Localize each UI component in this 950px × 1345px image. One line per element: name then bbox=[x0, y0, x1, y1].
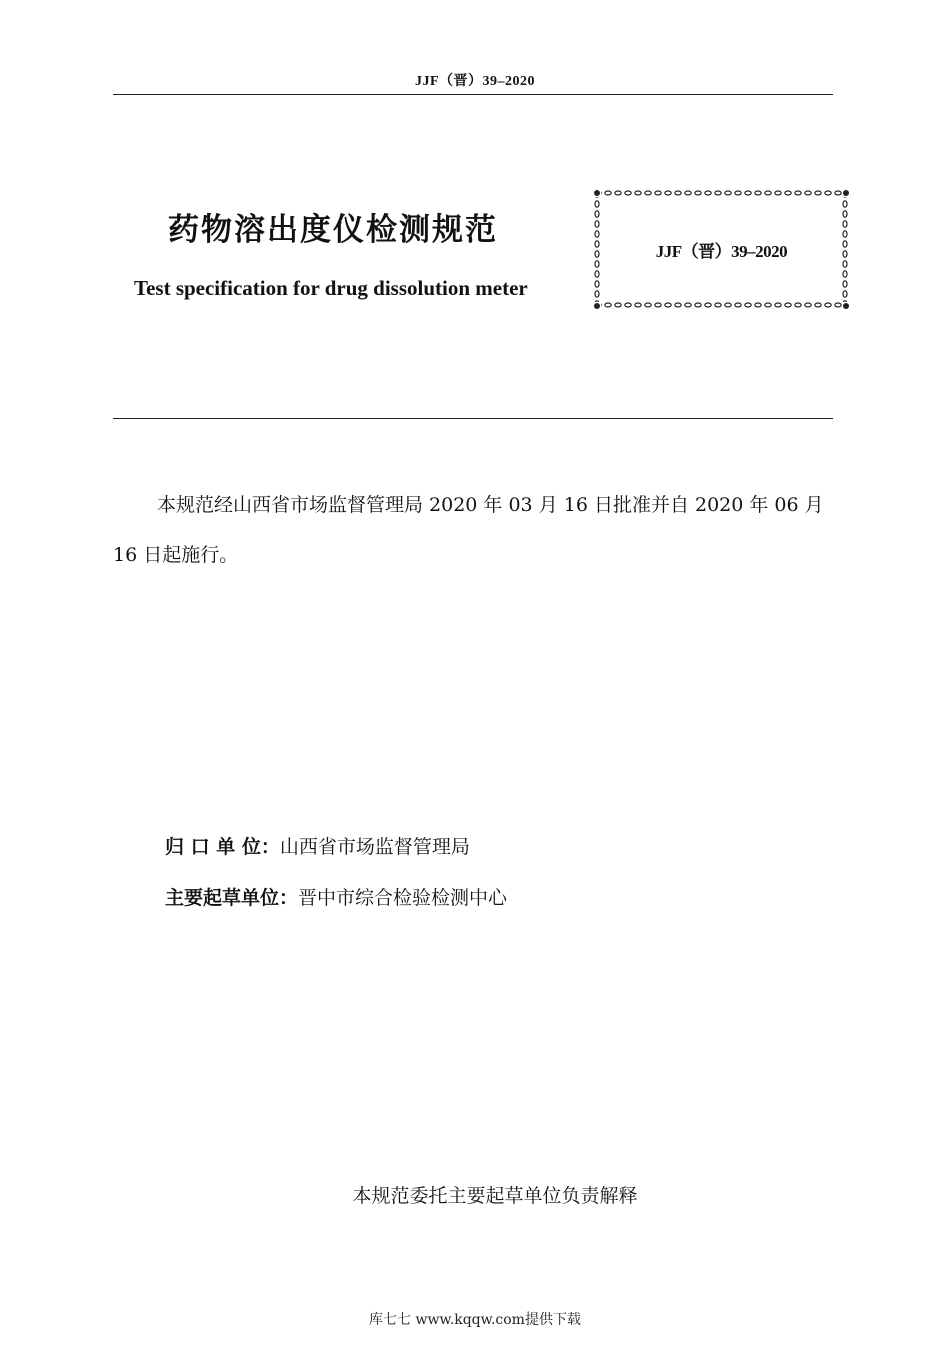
code-box-label: JJF（晋）39–2020 bbox=[655, 242, 788, 261]
download-footer: 库七七 www.kqqw.com提供下载 bbox=[369, 1312, 581, 1328]
interpretation-note: 本规范委托主要起草单位负责解释 bbox=[352, 1185, 638, 1207]
drafter-label: 主要起草单位： bbox=[165, 887, 299, 909]
authority-label: 归 口 单 位： bbox=[165, 836, 280, 858]
header-standard-code: JJF（晋）39–2020 bbox=[414, 74, 536, 89]
standard-code-box bbox=[593, 189, 850, 310]
authority-row bbox=[165, 832, 470, 859]
authority-value: 山西省市场监督管理局 bbox=[279, 836, 470, 858]
title-chinese: 药物溶出度仪检测规范 bbox=[168, 212, 498, 248]
drafter-row bbox=[165, 883, 507, 910]
drafter-value: 晋中市综合检验检测中心 bbox=[298, 887, 508, 909]
title-english: Test specification for drug dissolution meter bbox=[134, 276, 528, 300]
header-divider bbox=[113, 94, 833, 95]
approval-statement: 本规范经山西省市场监督管理局 2020 年 03 月 16 日批准并自 2020 年 06 月 16 日起施行。 bbox=[113, 494, 824, 566]
title-divider bbox=[113, 418, 833, 419]
